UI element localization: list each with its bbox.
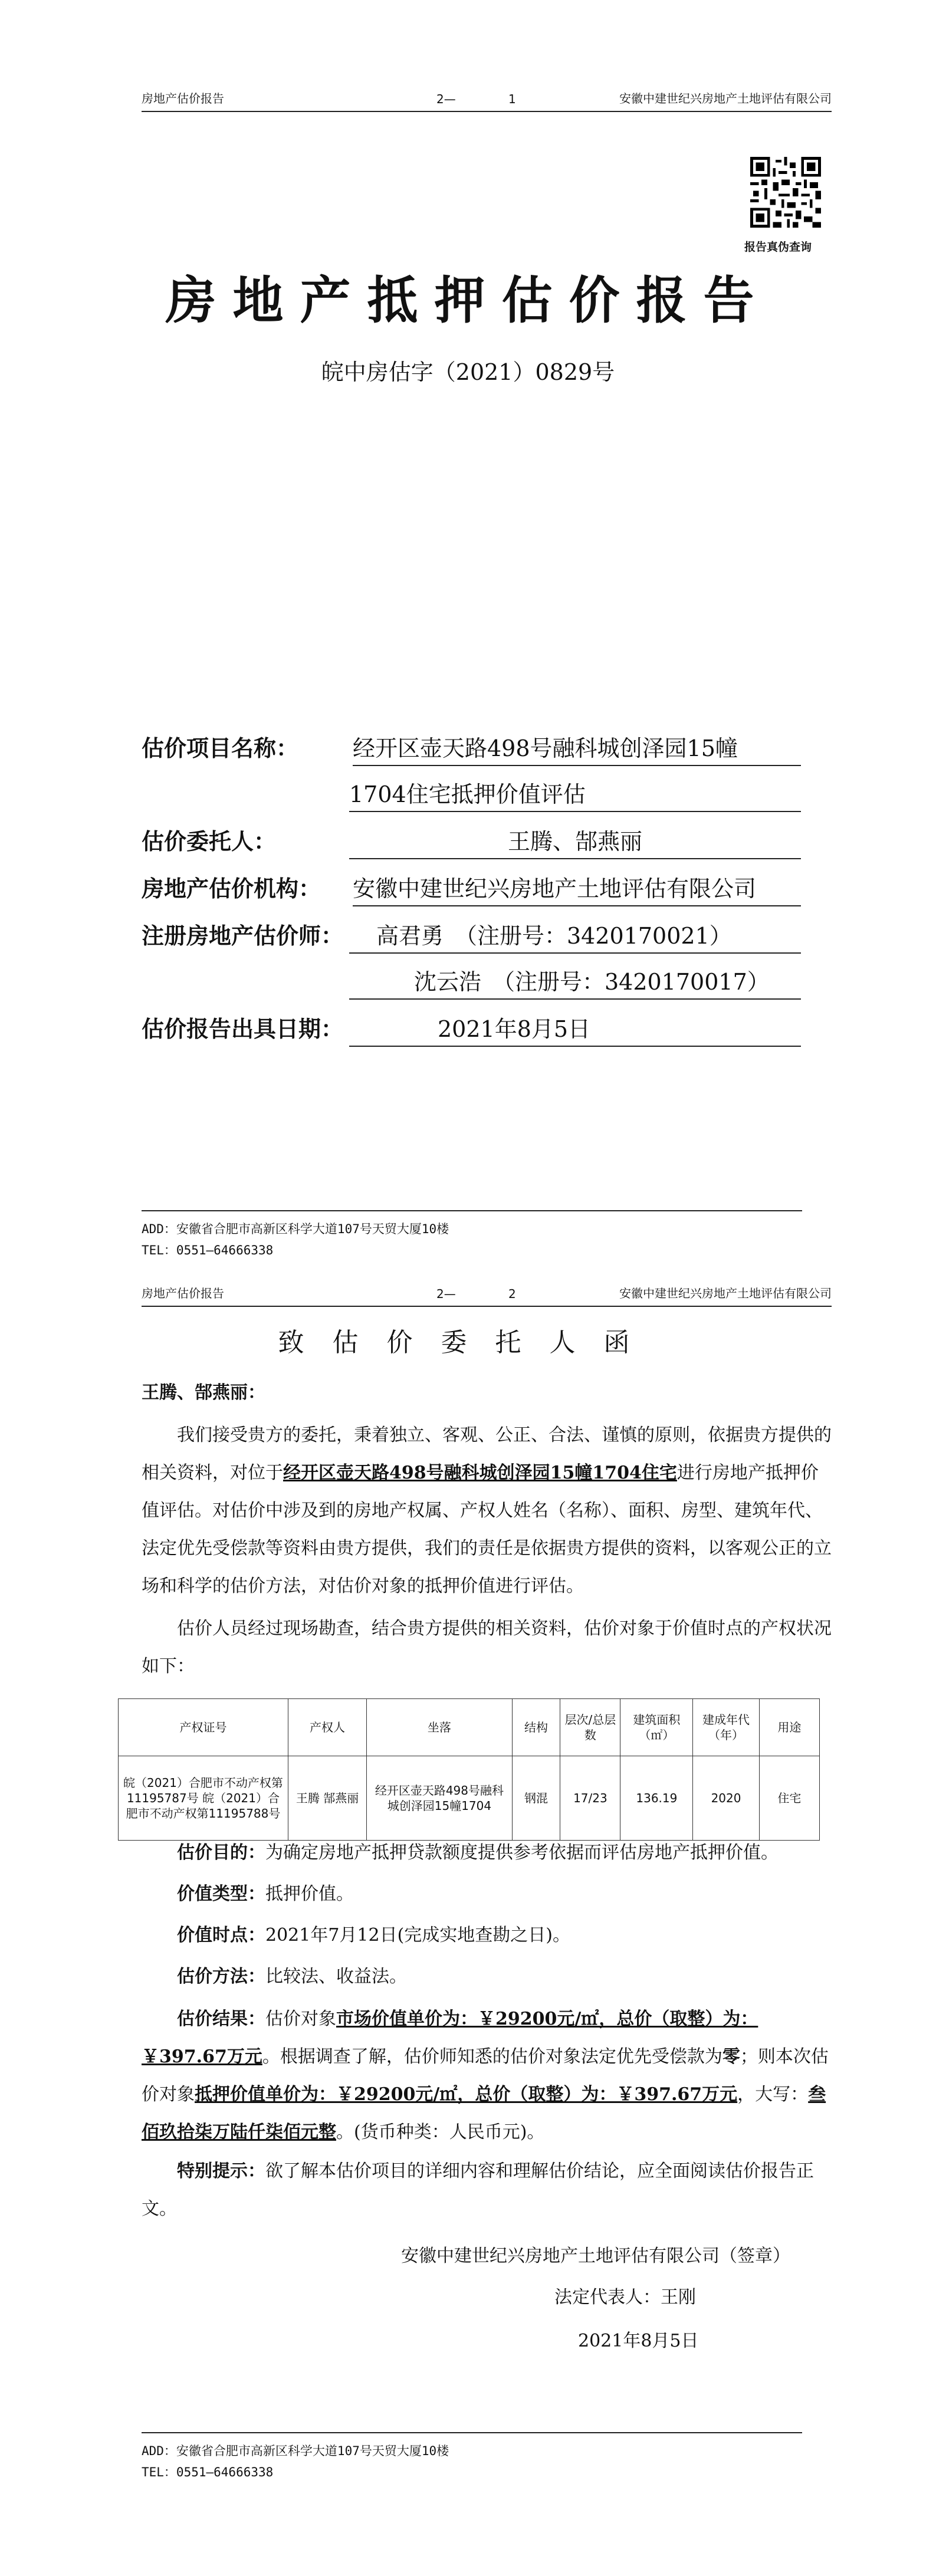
col-location: 坐落	[367, 1699, 513, 1756]
col-floor: 层次/总层数	[560, 1699, 620, 1756]
table-row	[119, 1756, 820, 1841]
appraiser-value-1: 高君勇 （注册号：3420170021）	[349, 918, 801, 954]
col-owner: 产权人	[288, 1699, 366, 1756]
cell-area: 136.19	[620, 1756, 693, 1841]
header-left: 房地产估价报告	[142, 91, 224, 106]
qr-caption: 报告真伪查询	[744, 241, 812, 254]
date-label: 估价报告出具日期：	[142, 1016, 344, 1042]
col-use: 用途	[759, 1699, 819, 1756]
header-page-prefix: 2—	[436, 92, 456, 106]
method-label: 估价方法：	[177, 1966, 265, 1987]
letter-salutation: 王腾、郜燕丽：	[142, 1382, 265, 1403]
signature-date: 2021年8月5日	[578, 2331, 699, 2351]
method-text: 比较法、收益法。	[265, 1966, 407, 1987]
letter-heading: 致估价委托人函	[278, 1328, 658, 1358]
agency-value: 安徽中建世纪兴房地产土地评估有限公司	[353, 870, 801, 906]
result-text-g: ，大写：	[737, 2084, 809, 2105]
special-text: 欲了解本估价项目的详细内容和理解估价结论，应全面阅读估价报告正文。	[142, 2161, 814, 2219]
value-time-line	[142, 1917, 832, 1954]
cell-structure: 钢混	[512, 1756, 560, 1841]
property-table	[118, 1698, 820, 1841]
special-note	[142, 2153, 832, 2228]
header-page-number: 1	[508, 92, 516, 106]
value-type-line	[142, 1875, 832, 1913]
para1-text-c: 进行房地产抵押价值评估。对估价中涉及到的房地产权属、产权人姓名（名称）、面积、房型、建筑年代、法定优先受偿款等资料由贵方提供，我们的责任是依据贵方提供的资料，以客观公正的立场和科学的估价方法，对估价对象的抵押价值进行评估。	[142, 1463, 832, 1596]
result-label: 估价结果：	[177, 2009, 265, 2029]
result-amount-in-words: 叁佰玖拾柒万陆仟柒佰元整	[142, 2084, 826, 2143]
footer-divider	[142, 1210, 802, 1211]
cover-page	[0, 0, 936, 1286]
purpose-text: 为确定房地产抵押贷款额度提供参考依据而评估房地产抵押价值。	[265, 1842, 779, 1863]
appraiser-value-2: 沈云浩 （注册号：3420170017）	[349, 964, 801, 1000]
cell-location: 经开区壶天路498号融科城创泽园15幢1704	[367, 1756, 513, 1841]
page-header	[142, 1282, 832, 1307]
footer-divider	[142, 2432, 802, 2433]
result-text-i: 。(货币种类：人民币元)。	[336, 2122, 545, 2143]
result-text-a: 估价对象	[265, 2009, 336, 2029]
purpose-line	[142, 1834, 832, 1872]
cell-cert: 皖（2021）合肥市不动产权第11195787号 皖（2021）合肥市不动产权第11195788号	[119, 1756, 288, 1841]
cell-owner: 王腾 郜燕丽	[288, 1756, 366, 1841]
value-time-label: 价值时点：	[177, 1925, 265, 1946]
table-header-row	[119, 1699, 820, 1756]
para1-text-a: 我们接受贵方的委托，秉着独立、客观、公正、合法、谨慎的原则，依据贵方提供的相关资料，对位于	[142, 1425, 832, 1483]
result-paragraph	[142, 2000, 832, 2151]
letter-page	[0, 1286, 936, 2576]
header-page-prefix: 2—	[436, 1287, 456, 1301]
value-time-text: 2021年7月12日(完成实地查勘之日)。	[265, 1925, 571, 1946]
special-label: 特别提示：	[177, 2161, 265, 2181]
project-value-line2: 1704住宅抵押价值评估	[349, 776, 801, 812]
project-label: 估价项目名称：	[142, 735, 299, 761]
purpose-label: 估价目的：	[177, 1842, 265, 1863]
appraiser-label: 注册房地产估价师：	[142, 923, 344, 949]
header-right: 安徽中建世纪兴房地产土地评估有限公司	[619, 91, 832, 106]
para1-property-address: 经开区壶天路498号融科城创泽园15幢1704住宅	[283, 1463, 677, 1483]
value-type-text: 抵押价值。	[265, 1884, 354, 1904]
method-line	[142, 1958, 832, 1996]
header-left: 房地产估价报告	[142, 1286, 224, 1300]
legal-representative: 法定代表人：王刚	[554, 2287, 696, 2308]
result-market-value: 市场价值单价为：￥29200元/㎡，总价（取整）为：￥397.67万元	[142, 2009, 758, 2067]
letter-paragraph-1	[142, 1417, 832, 1605]
client-value: 王腾、郜燕丽	[349, 823, 801, 859]
qr-code-icon[interactable]	[750, 157, 821, 228]
result-text-e: ；则本次估价对象	[142, 2046, 829, 2105]
project-value-line1: 经开区壶天路498号融科城创泽园15幢	[353, 730, 801, 766]
value-type-label: 价值类型：	[177, 1884, 265, 1904]
result-text-c: 。根据调查了解，估价师知悉的估价对象法定优先受偿款为	[262, 2046, 722, 2067]
cell-floor: 17/23	[560, 1756, 620, 1841]
col-cert: 产权证号	[119, 1699, 288, 1756]
report-title: 房地产抵押估价报告	[165, 271, 771, 330]
col-year: 建成年代（年）	[693, 1699, 760, 1756]
col-structure: 结构	[512, 1699, 560, 1756]
footer-address: ADD：安徽省合肥市高新区科学大道107号天贸大厦10楼	[142, 2444, 449, 2458]
agency-label: 房地产估价机构：	[142, 876, 321, 902]
result-mortgage-value: 抵押价值单价为：￥29200元/㎡，总价（取整）为：￥397.67万元	[195, 2084, 738, 2105]
col-area: 建筑面积（㎡）	[620, 1699, 693, 1756]
footer-tel: TEL：0551—64666338	[142, 1243, 274, 1257]
cell-year: 2020	[693, 1756, 760, 1841]
client-label: 估价委托人：	[142, 829, 277, 855]
header-page-number: 2	[508, 1287, 516, 1301]
page-header	[142, 87, 832, 112]
footer-tel: TEL：0551—64666338	[142, 2465, 274, 2479]
date-value: 2021年8月5日	[349, 1011, 801, 1047]
header-right: 安徽中建世纪兴房地产土地评估有限公司	[619, 1286, 832, 1300]
signer-company: 安徽中建世纪兴房地产土地评估有限公司（签章）	[401, 2246, 790, 2266]
result-priority-amount: 零	[722, 2046, 740, 2067]
footer-address: ADD：安徽省合肥市高新区科学大道107号天贸大厦10楼	[142, 1222, 449, 1236]
cell-use: 住宅	[759, 1756, 819, 1841]
document-number: 皖中房估字（2021）0829号	[321, 359, 615, 385]
letter-paragraph-2: 估价人员经过现场勘查，结合贵方提供的相关资料，估价对象于价值时点的产权状况如下：	[142, 1618, 832, 1677]
